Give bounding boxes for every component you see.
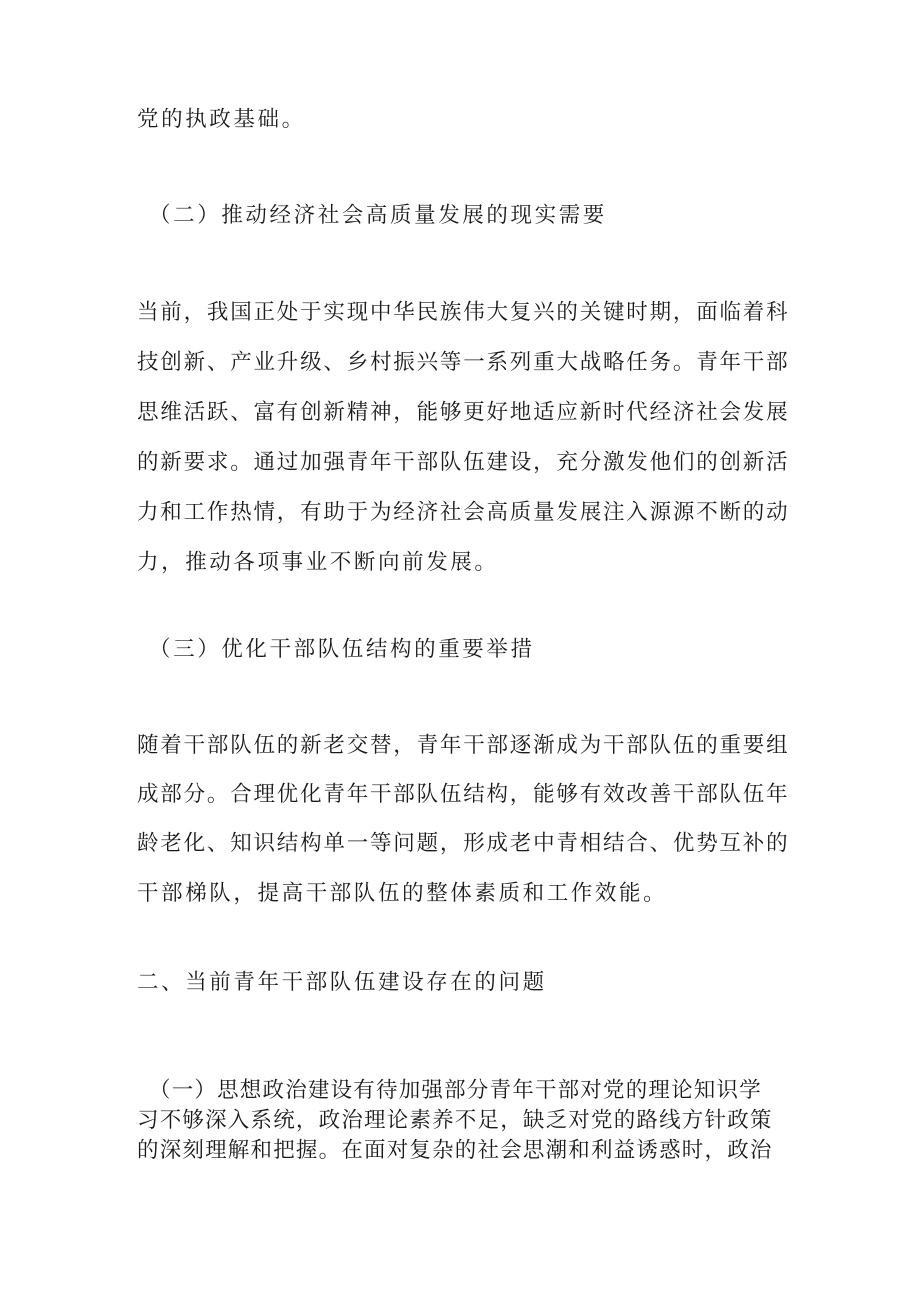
paragraph-line: 龄老化、知识结构单一等问题，形成老中青相结合、优势互补的 xyxy=(137,831,790,856)
paragraph-line: 力，推动各项事业不断向前发展。 xyxy=(137,550,499,575)
paragraph-line: 技创新、产业升级、乡村振兴等一系列重大战略任务。青年干部 xyxy=(137,350,790,375)
paragraph-line: 力和工作热情，有助于为经济社会高质量发展注入源源不断的动 xyxy=(137,500,790,525)
paragraph-line: （一）思想政治建设有待加强部分青年干部对党的理论知识学 xyxy=(149,1078,762,1103)
paragraph-line: 当前，我国正处于实现中华民族伟大复兴的关键时期，面临着科 xyxy=(137,300,790,325)
paragraph-line: 的新要求。通过加强青年干部队伍建设，充分激发他们的创新活 xyxy=(137,450,790,475)
paragraph-line: 随着干部队伍的新老交替，青年干部逐渐成为干部队伍的重要组 xyxy=(137,733,790,758)
chapter-heading: 二、当前青年干部队伍建设存在的问题 xyxy=(137,970,547,995)
paragraph-line: 党的执政基础。 xyxy=(137,107,306,132)
paragraph-line: 干部梯队，提高干部队伍的整体素质和工作效能。 xyxy=(137,881,668,906)
paragraph-line: 习不够深入系统，政治理论素养不足，缺乏对党的路线方针政策 xyxy=(137,1108,773,1133)
paragraph-line: 成部分。合理优化青年干部队伍结构，能够有效改善干部队伍年 xyxy=(137,782,790,807)
section-heading: （二）推动经济社会高质量发展的现实需要 xyxy=(149,203,607,228)
paragraph-line: 思维活跃、富有创新精神，能够更好地适应新时代经济社会发展 xyxy=(137,400,790,425)
section-heading: （三）优化干部队伍结构的重要举措 xyxy=(149,637,535,662)
paragraph-line: 的深刻理解和把握。在面对复杂的社会思潮和利益诱惑时，政治 xyxy=(137,1138,773,1163)
